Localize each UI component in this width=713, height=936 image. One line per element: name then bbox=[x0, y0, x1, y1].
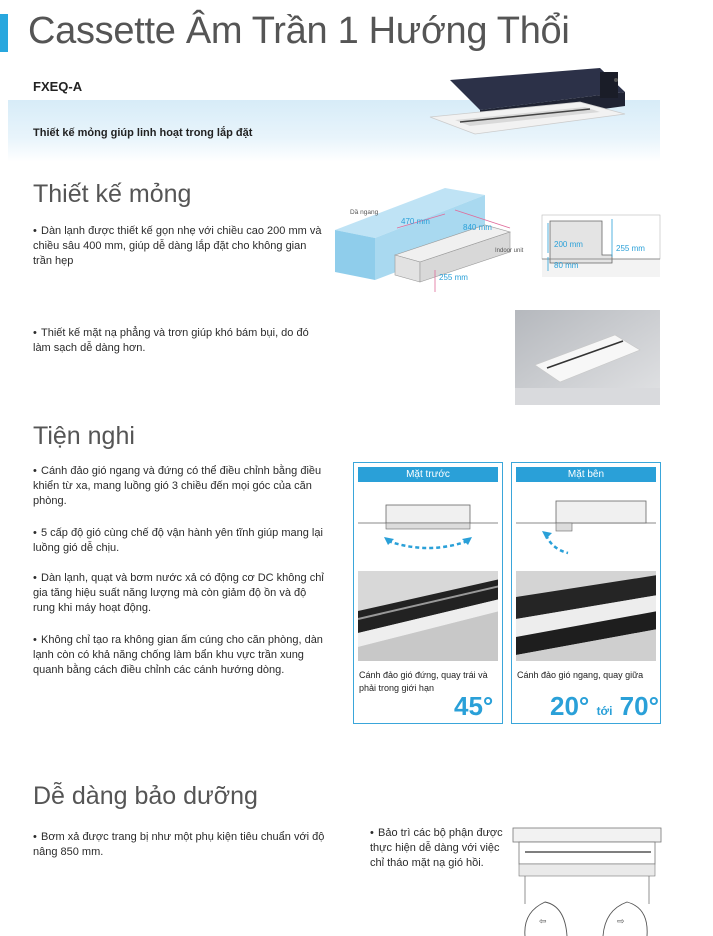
svg-text:⇦: ⇦ bbox=[539, 916, 547, 926]
side-panel-caption: Cánh đảo gió ngang, quay giữa bbox=[517, 670, 644, 680]
side-angle-range bbox=[550, 691, 659, 722]
side-angle-from: 20° bbox=[550, 691, 590, 721]
front-panel-heading: Mặt trước bbox=[358, 467, 498, 482]
comfort-bullet-3: • Dàn lạnh, quạt và bơm nước xả có động cơ DC không chỉ gia tăng hiệu suất năng lượng mà còn giảm độ ồn và độ rung khi máy hoạt động. bbox=[33, 572, 324, 614]
side-airflow-diagram bbox=[516, 487, 656, 567]
dim-470-label: 470 mm bbox=[401, 217, 430, 226]
front-angle-value: 45° bbox=[454, 691, 494, 721]
beam-label: Dầ ngang bbox=[350, 209, 379, 216]
front-panel-caption: Cánh đảo gió đứng, quay trái và phải trong giới hạn bbox=[359, 670, 488, 693]
side-dim-80-label: 80 mm bbox=[554, 261, 579, 270]
svg-text:⇨: ⇨ bbox=[617, 916, 625, 926]
dim-255-label: 255 mm bbox=[439, 273, 468, 282]
comfort-bullet-4: • Không chỉ tạo ra không gian ấm cúng cho căn phòng, dàn lạnh còn có khả năng chống làm bẩn khu vực trần xung quanh bằng cách điều chỉnh các cánh hướng dòng. bbox=[33, 634, 323, 676]
tagline-text: Thiết kế mỏng giúp linh hoạt trong lắp đặt bbox=[33, 127, 253, 139]
side-panel-heading: Mặt bên bbox=[516, 467, 656, 482]
thin-design-bullet-1: • Dàn lạnh được thiết kế gọn nhẹ với chiều cao 200 mm và chiều sâu 400 mm, giúp dễ dàng lắp đặt cho không gian trần hẹp bbox=[33, 225, 322, 267]
side-dim-255-label: 255 mm bbox=[616, 244, 645, 253]
section-comfort-heading: Tiện nghi bbox=[33, 422, 135, 450]
side-louver-photo bbox=[516, 571, 656, 661]
section-maintenance-heading: Dễ dàng bảo dưỡng bbox=[33, 782, 258, 810]
side-dim-200-label: 200 mm bbox=[554, 240, 583, 249]
side-angle-word: tới bbox=[596, 704, 613, 718]
maintenance-bullet-left: • Bơm xả được trang bị như một phụ kiện tiêu chuẩn với độ nâng 850 mm. bbox=[33, 831, 325, 858]
ceiling-panel-photo bbox=[515, 310, 660, 405]
comfort-bullet-1: • Cánh đảo gió ngang và đứng có thể điều chỉnh bằng điều khiển từ xa, mang luồng gió 3 chiều đến mọi góc của căn phòng. bbox=[33, 465, 322, 507]
title-accent-bar bbox=[0, 14, 8, 52]
grille-removal-illustration bbox=[505, 822, 665, 936]
side-louver-panel bbox=[511, 462, 661, 724]
cassette-unit-image bbox=[420, 62, 630, 142]
dim-840-label: 840 mm bbox=[463, 223, 492, 232]
front-louver-photo bbox=[358, 571, 498, 661]
model-code: FXEQ-A bbox=[33, 79, 83, 94]
side-angle-to: 70° bbox=[619, 691, 659, 721]
front-louver-panel bbox=[353, 462, 503, 724]
dimension-diagram bbox=[335, 170, 535, 310]
page-title: Cassette Âm Trần 1 Hướng Thổi bbox=[28, 10, 570, 52]
front-airflow-diagram bbox=[358, 487, 498, 567]
side-section-diagram bbox=[540, 213, 662, 279]
section-thin-design-heading: Thiết kế mỏng bbox=[33, 180, 192, 208]
maintenance-bullet-right: • Bảo trì các bộ phận được thực hiện dễ dàng với việc chỉ tháo mặt nạ gió hồi. bbox=[370, 827, 503, 869]
indoor-unit-label: Indoor unit bbox=[495, 248, 524, 254]
thin-design-bullet-2: • Thiết kế mặt nạ phẳng và trơn giúp khó bám bụi, do đó làm sạch dễ dàng hơn. bbox=[33, 327, 309, 354]
comfort-bullet-2: • 5 cấp độ gió cùng chế độ vận hành yên tĩnh giúp mang lại luồng gió dễ chịu. bbox=[33, 527, 323, 554]
